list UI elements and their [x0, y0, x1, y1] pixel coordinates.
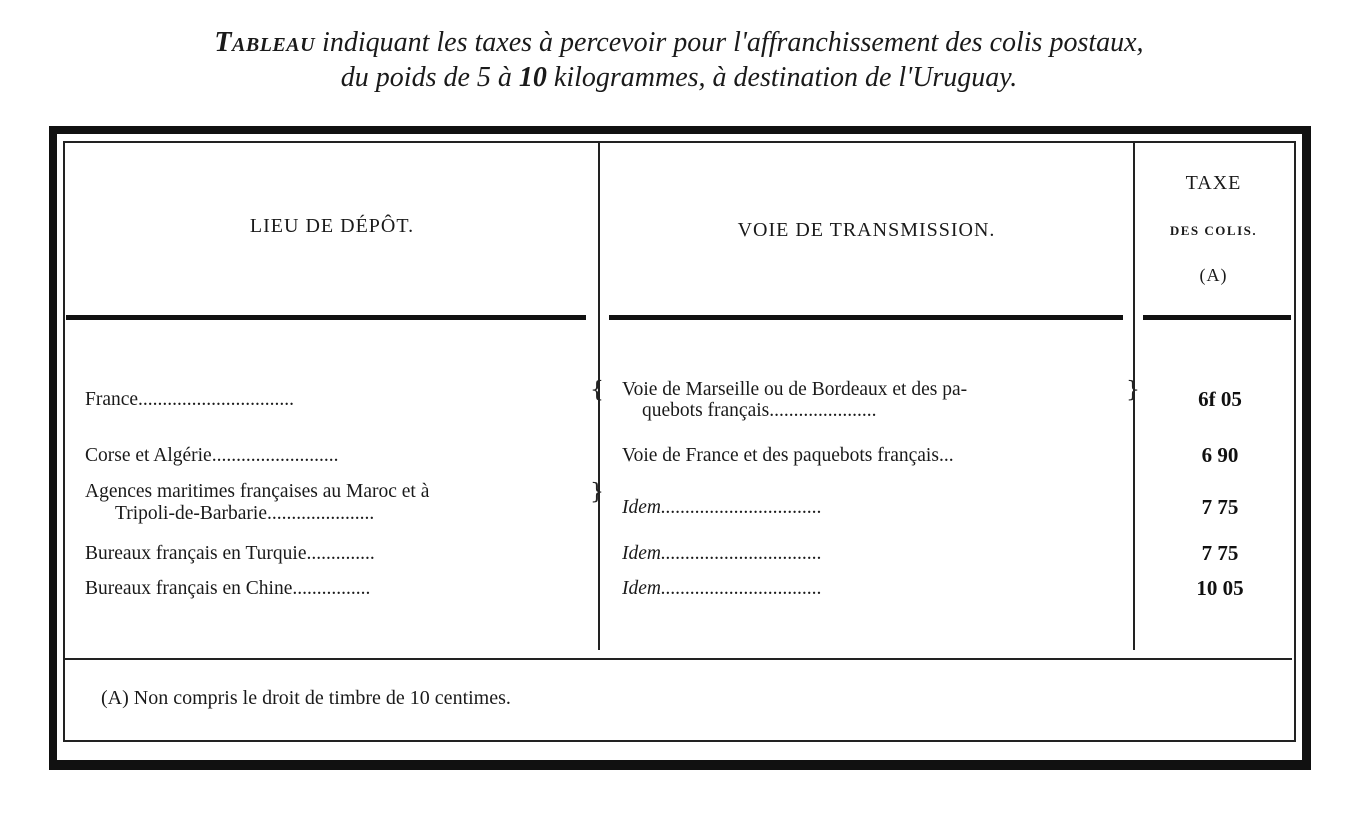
- header-rule-col3: [1143, 315, 1291, 320]
- title-rest: indiquant les taxes à percevoir pour l'affranchissement des colis postaux,: [315, 27, 1144, 58]
- brace-left-row-1: {: [590, 378, 604, 403]
- header-voie-de-transmission: VOIE DE TRANSMISSION.: [737, 219, 996, 241]
- header-rule-col1: [66, 315, 586, 320]
- row-4-voie: Idem.................................: [622, 543, 822, 564]
- row-2-voie: Voie de France et des paquebots français...: [622, 445, 954, 466]
- row-1-lieu: France................................: [85, 389, 295, 410]
- header-lieu-de-depot: LIEU DE DÉPÔT.: [249, 215, 415, 237]
- row-1-voie-line-2: quebots français......................: [642, 400, 877, 421]
- table-title-line-1: [0, 26, 1358, 60]
- brace-right-row-1: }: [1126, 378, 1140, 403]
- footer-rule: [65, 658, 1292, 660]
- title-line2-weight: 10: [518, 62, 547, 93]
- title-lead-word: Tableau: [214, 27, 316, 58]
- row-3-voie: Idem.................................: [622, 497, 822, 518]
- row-3-lieu-line-2: Tripoli-de-Barbarie......................: [115, 503, 375, 524]
- row-2-taxe: 6 90: [1201, 443, 1239, 467]
- header-note-marker: (A): [1199, 265, 1228, 285]
- title-line2-part-a: du poids de 5 à: [340, 62, 519, 93]
- row-3-taxe: 7 75: [1201, 495, 1239, 519]
- row-5-taxe: 10 05: [1196, 576, 1244, 600]
- row-5-voie: Idem.................................: [622, 578, 822, 599]
- header-taxe: TAXE: [1185, 172, 1242, 194]
- row-2-lieu: Corse et Algérie..........................: [85, 445, 339, 466]
- header-des-colis: DES COLIS.: [1169, 223, 1258, 238]
- row-1-taxe: 6f 05: [1198, 387, 1242, 411]
- brace-row-3: }: [590, 480, 604, 505]
- row-5-lieu: Bureaux français en Chine................: [85, 578, 371, 599]
- row-3-lieu-line-1: Agences maritimes françaises au Maroc et à: [85, 481, 430, 502]
- row-4-lieu: Bureaux français en Turquie..............: [85, 543, 375, 564]
- title-line2-part-c: kilogrammes, à destination de l'Uruguay.: [546, 62, 1018, 93]
- table-title-line-2: [0, 61, 1358, 95]
- header-rule-col2: [609, 315, 1123, 320]
- row-1-voie-line-1: Voie de Marseille ou de Bordeaux et des pa-: [622, 379, 968, 400]
- table-footnote: (A) Non compris le droit de timbre de 10 centimes.: [101, 687, 511, 709]
- row-4-taxe: 7 75: [1201, 541, 1239, 565]
